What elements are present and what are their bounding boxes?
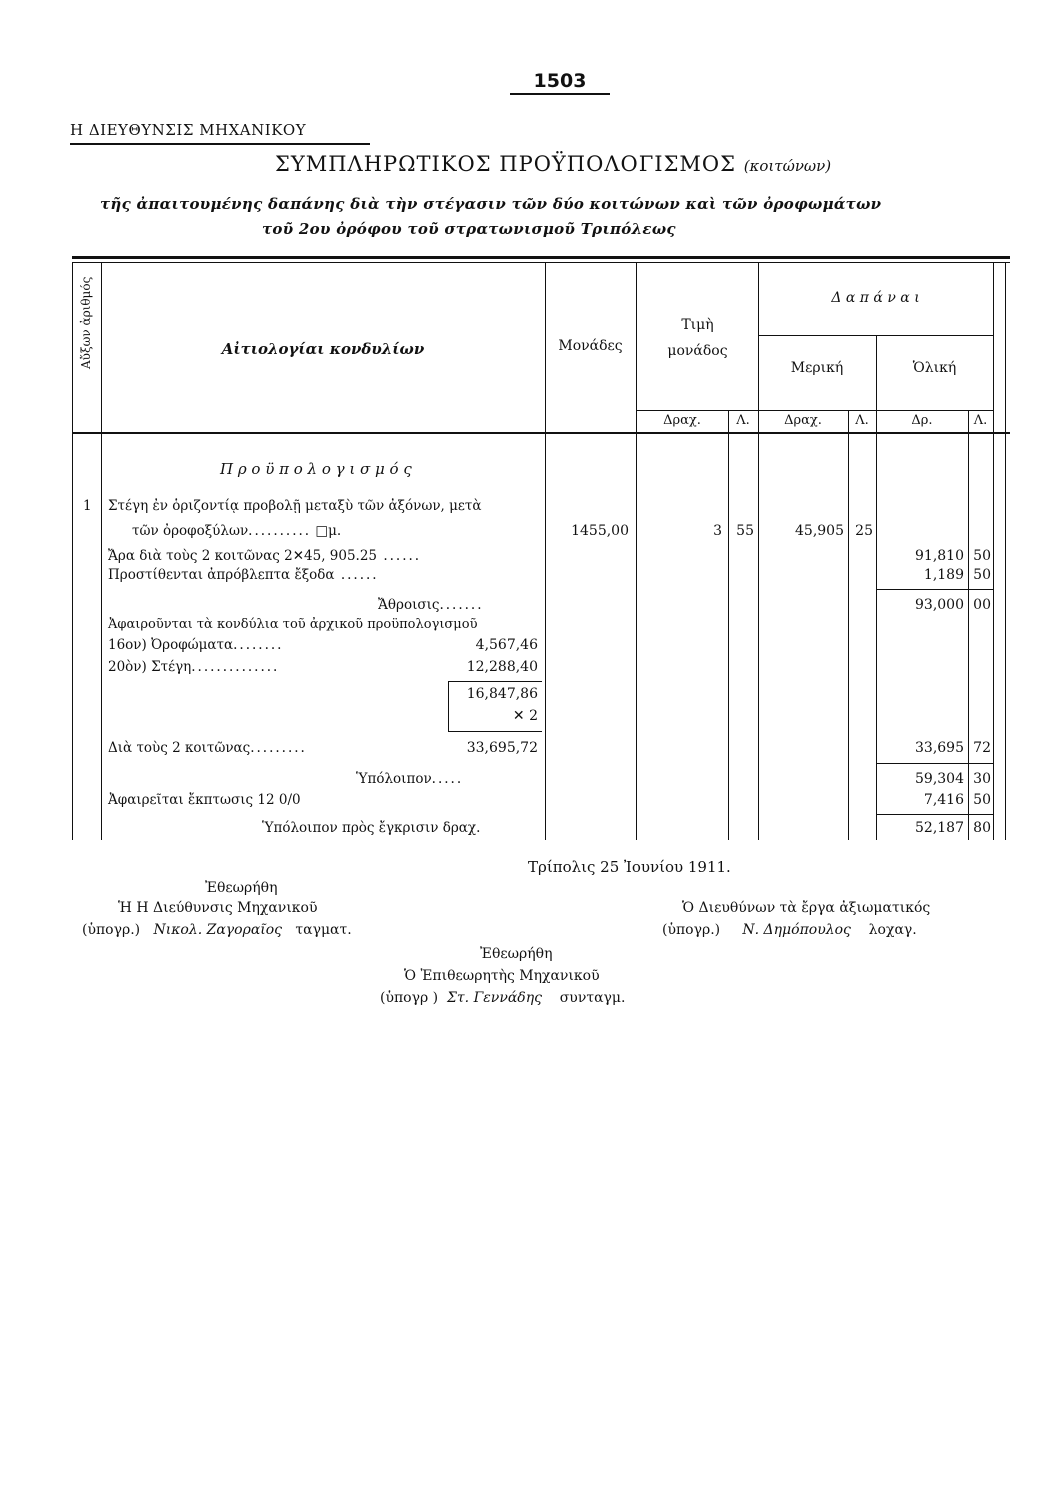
total-drach: 1,189 <box>923 567 964 583</box>
total-drach: 91,810 <box>915 548 964 564</box>
right-signatory-title: Ὁ Διευθύνων τὰ ἔργα ἀξιωματικός <box>682 900 931 916</box>
row-text: τῶν ὀροφοξύλων.......... □μ. <box>132 523 342 539</box>
row-text: Ἀφαιροῦνται τὰ κονδύλια τοῦ ἀρχικοῦ προϋπολογισμοῦ <box>108 617 478 632</box>
multiplier: ✕ 2 <box>512 708 538 724</box>
seen-label-2: Ἐθεωρήθη <box>480 946 553 962</box>
inspector-title: Ὁ Ἐπιθεωρητὴς Μηχανικοῦ <box>404 968 600 984</box>
row-label: τῶν ὀροφοξύλων <box>132 523 249 539</box>
row-text: Ὑπόλοιπον πρὸς ἔγκρισιν δραχ. <box>262 820 481 836</box>
col-line <box>758 262 759 840</box>
seen-label: Ἐθεωρήθη <box>205 880 278 896</box>
col-line <box>728 410 729 840</box>
total-lepta: 00 <box>973 597 991 613</box>
table-top-rule <box>72 256 1010 259</box>
total-drach: 33,695 <box>915 740 964 756</box>
header-lepta-2: Λ. <box>855 413 869 428</box>
sum-rule <box>876 763 993 764</box>
header-unit-price: Τιμὴ μονάδος <box>667 317 728 359</box>
header-bottom-rule <box>72 432 1010 434</box>
partial-drach: 45,905 <box>795 523 844 539</box>
partial-lepta: 25 <box>855 523 873 539</box>
row-label: Ὑπόλοιπον <box>356 771 432 787</box>
row-text: 16ον) Ὀροφώματα........ <box>108 637 284 653</box>
total-drach: 52,187 <box>915 820 964 836</box>
inspector-name: Στ. Γεννάδης <box>447 990 542 1006</box>
left-signatory-title: Ἡ Η Διεύθυνσις Μηχανικοῦ <box>118 900 318 916</box>
title-text: ΣΥΜΠΛΗΡΩΤΙΚΟΣ ΠΡΟΫΠΟΛΟΓΙΣΜΟΣ <box>275 152 736 176</box>
sign-mark: (ὑπογρ.) <box>662 922 721 938</box>
left-signatory <box>82 922 352 938</box>
total-drach: 7,416 <box>923 792 964 808</box>
col-line <box>993 262 994 840</box>
row-text: Ὑπόλοιπον..... <box>356 771 464 787</box>
header-rule <box>758 335 993 336</box>
sign-mark: (ὑπογρ ) <box>380 990 439 1006</box>
deduct-total: 33,695,72 <box>466 740 538 756</box>
left-signatory-rank: ταγματ. <box>295 922 352 938</box>
sum-rule <box>876 589 993 590</box>
inspector-signatory <box>380 990 625 1006</box>
deduct-subtotal: 16,847,86 <box>466 686 538 702</box>
header-lepta: Λ. <box>736 413 750 428</box>
total-lepta: 30 <box>973 771 991 787</box>
subtitle-line-2: τοῦ 2ου ὀρόφου τοῦ στρατωνισμοῦ Τριπόλεως <box>262 220 676 238</box>
total-lepta: 80 <box>973 820 991 836</box>
row-label: Διὰ τοὺς 2 κοιτῶνας <box>108 740 251 756</box>
total-lepta: 50 <box>973 792 991 808</box>
header-partial: Μερική <box>790 360 844 376</box>
row-label: Προστίθενται ἀπρόβλεπτα ἔξοδα <box>108 567 335 583</box>
title-note: (κοιτώνων) <box>743 157 832 175</box>
row-label: Ἄρα διὰ τοὺς 2 κοιτῶνας 2✕45, 905.25 <box>108 548 378 564</box>
header-drach: Δραχ. <box>663 413 701 428</box>
units-value: 1455,00 <box>571 523 629 539</box>
row-serial: 1 <box>83 498 92 514</box>
row-text: Ἄρα διὰ τοὺς 2 κοιτῶνας 2✕45, 905.25 ...... <box>108 548 422 564</box>
document-title <box>275 152 831 176</box>
sum-rule <box>448 681 542 682</box>
row-label: 20ὸν) Στέγη <box>108 659 192 675</box>
col-line <box>72 262 73 840</box>
right-signatory-rank: λοχαγ. <box>868 922 917 938</box>
total-drach: 59,304 <box>915 771 964 787</box>
price-drach: 3 <box>713 523 722 539</box>
department-heading: Η ΔΙΕΥΘΥΝΣΙΣ ΜΗΧΑΝΙΚΟΥ <box>70 121 370 145</box>
total-lepta: 50 <box>973 548 991 564</box>
sum-rule <box>448 731 542 732</box>
row-text: Ἀφαιρεῖται ἔκπτωσις 12 0/0 <box>108 792 301 808</box>
sign-mark: (ὑπογρ.) <box>82 922 141 938</box>
row-label: Ἄθροισις <box>378 597 440 613</box>
col-line <box>1005 262 1006 840</box>
col-line <box>848 410 849 840</box>
unit-mark: □μ. <box>315 523 342 539</box>
row-text: 20ὸν) Στέγη.............. <box>108 659 280 675</box>
price-lepta: 55 <box>736 523 754 539</box>
row-text: Διὰ τοὺς 2 κοιτῶνας......... <box>108 740 307 756</box>
header-description: Αἰτιολογίαι κονδυλίων <box>221 340 425 358</box>
total-drach: 93,000 <box>915 597 964 613</box>
total-lepta: 50 <box>973 567 991 583</box>
deduct-value: 12,288,40 <box>466 659 538 675</box>
sum-rule <box>876 814 993 815</box>
header-expenses: Δ α π ά ν α ι <box>831 290 920 306</box>
deduct-value: 4,567,46 <box>475 637 538 653</box>
right-signatory-name: Ν. Δημόπουλος <box>742 922 851 938</box>
header-serial: Αὔξων ἀριθμός <box>79 276 93 369</box>
section-title: Π ρ ο ϋ π ο λ ο γ ι σ μ ό ς <box>220 460 412 478</box>
right-signatory <box>662 922 917 938</box>
header-lepta-3: Λ. <box>973 413 988 428</box>
left-signatory-name: Νικολ. Ζαγοραῖος <box>153 922 283 938</box>
header-rule <box>636 410 993 411</box>
header-total: Ὁλική <box>912 360 957 376</box>
total-lepta: 72 <box>973 740 991 756</box>
header-dr: Δρ. <box>911 413 933 428</box>
col-line <box>636 262 637 840</box>
row-text: Στέγη ἐν ὁριζοντίᾳ προβολῇ μεταξὺ τῶν ἀξόνων, μετὰ <box>108 498 482 514</box>
table-top-rule-2 <box>72 262 1010 263</box>
row-text: Ἄθροισις....... <box>378 597 484 613</box>
row-label: 16ον) Ὀροφώματα <box>108 637 234 653</box>
inspector-rank: συνταγμ. <box>559 990 626 1006</box>
header-units: Μονάδες <box>558 338 623 354</box>
subtitle-line-1: τῆς ἀπαιτουμένης δαπάνης διὰ τὴν στέγασιν τῶν δύο κοιτώνων καὶ τῶν ὀροφωμάτων <box>100 195 882 213</box>
row-text: Προστίθενται ἀπρόβλεπτα ἔξοδα ...... <box>108 567 379 583</box>
place-date: Τρίπολις 25 Ἰουνίου 1911. <box>528 858 731 876</box>
page-number: 1503 <box>510 70 610 95</box>
header-drach-2: Δραχ. <box>784 413 822 428</box>
